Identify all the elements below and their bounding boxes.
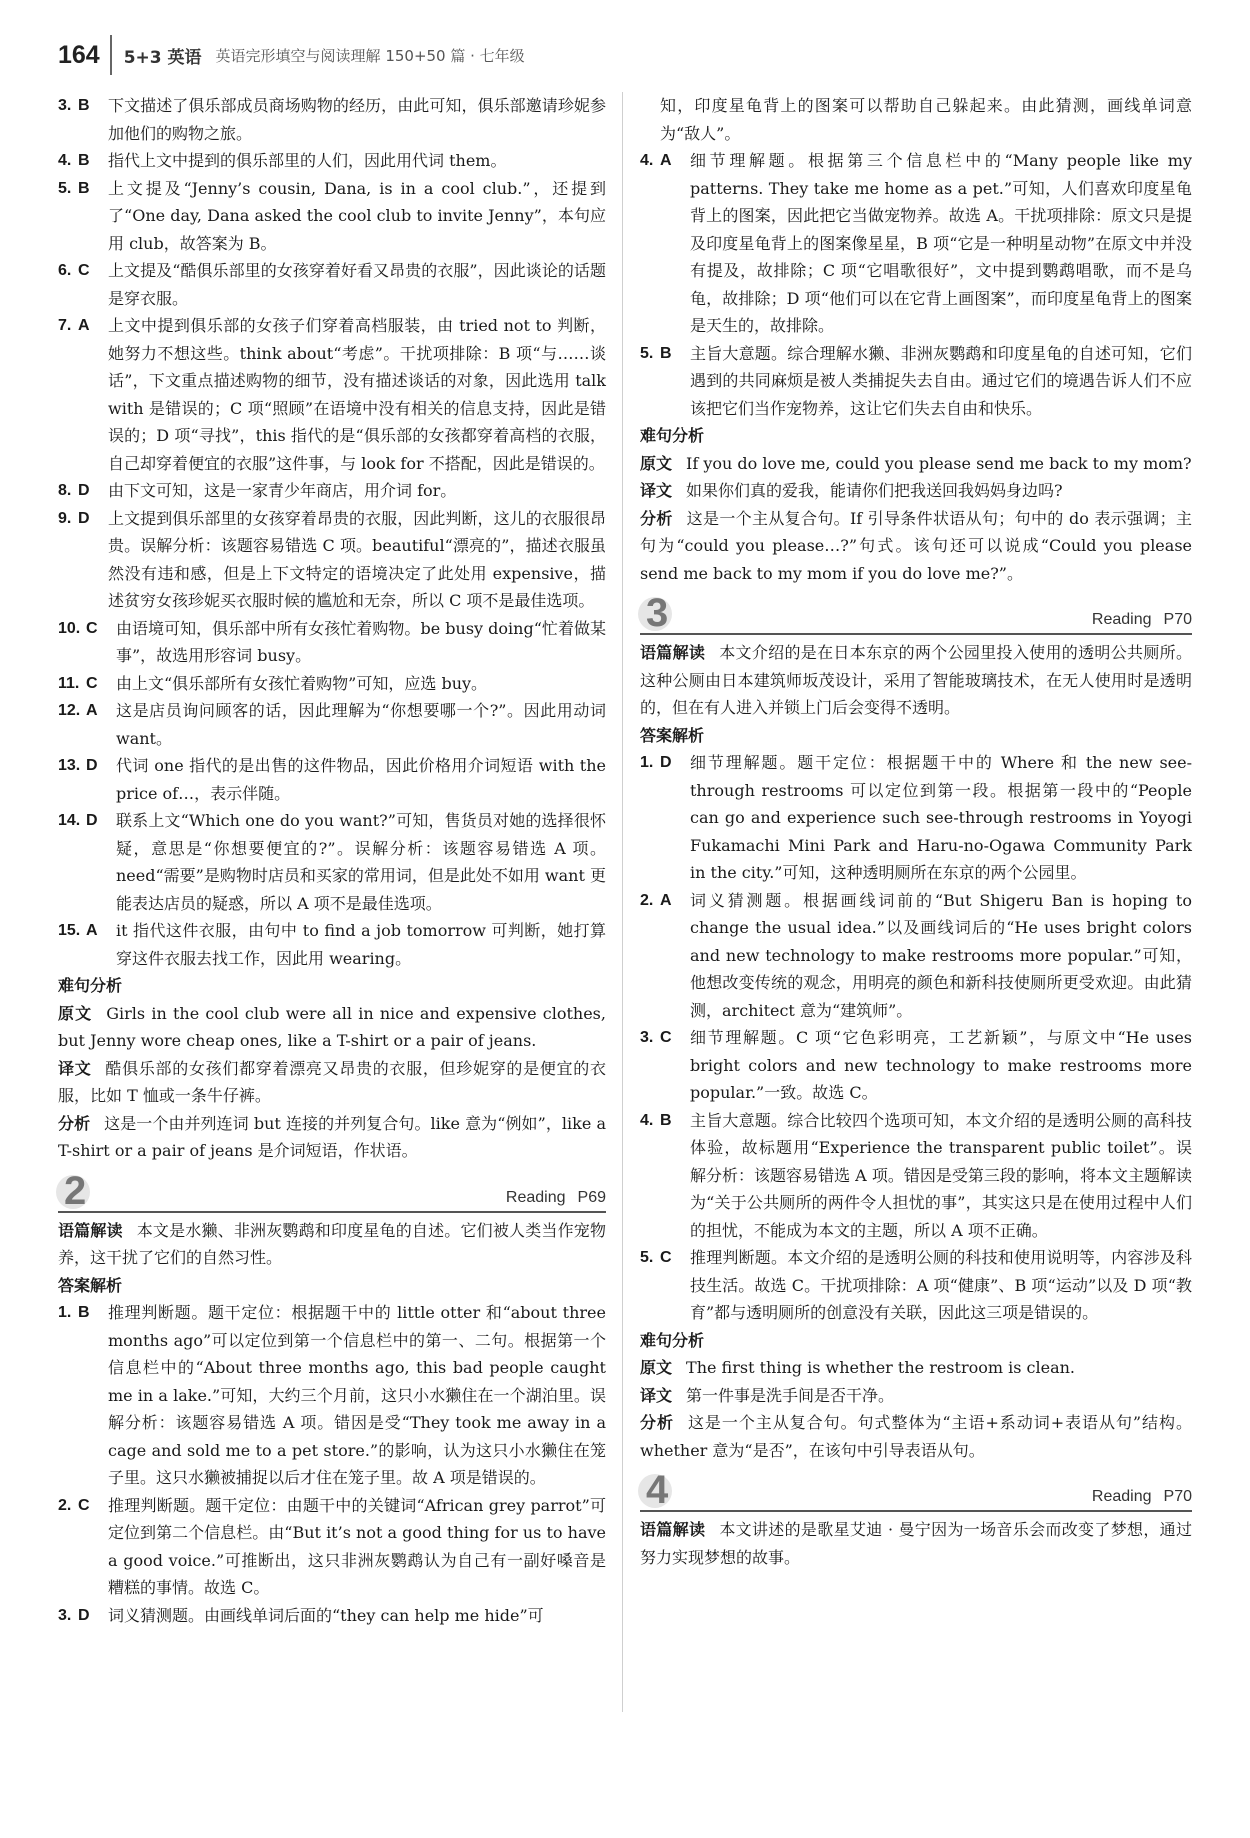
answer-explanation: 代词 one 指代的是出售的这件物品，因此价格用介词短语 with the price of…，表示伴随。	[116, 756, 606, 803]
answer-explanation: 推理判断题。题干定位：由题干中的关键词“African grey parrot”可定位到第二个信息栏。由“But it’s not a good thing for us to have a good voice.”可推断出，这只非洲灰鹦鹉认为自己有一副好嗓音是糟糕的事情。故选 C。	[108, 1495, 606, 1597]
answer-list	[58, 1299, 606, 1629]
answer-item	[640, 749, 1192, 887]
analysis-text: 这是一个主从复合句。If 引导条件状语从句；句中的 do 表示强调；主句为“could you please…?”句式。该句还可以说成“Could you please send me back to my mom if you do love me?”。	[640, 508, 1192, 583]
answer-item	[58, 1602, 606, 1630]
answer-letter: A	[86, 922, 98, 939]
answer-explanation: 上文中提到俱乐部的女孩子们穿着高档服装，由 tried not to 判断，她努力不想这些。think about“考虑”。干扰项排除：B 项“与……谈话”，下文重点描述购物的细节，没有描述谈话的对象，因此选用 talk with 是错误的；C 项“照顾”在语境中没有相关的信息支持，因此是错误的；D 项“寻找”，this 指代的是“俱乐部的女孩都穿着高档的衣服，自己却穿着便宜的衣服”这件事，与 look for 不搭配，因此是错误的。	[108, 316, 606, 473]
original-text: If you do love me, could you please send me back to my mom?	[686, 453, 1192, 473]
answer-number: 10.	[58, 619, 81, 637]
answer-explanation: 由语境可知，俱乐部中所有女孩忙着购物。be busy doing“忙着做某事”，故选用形容词 busy。	[116, 618, 606, 665]
answer-number: 2.	[58, 1496, 72, 1514]
answer-number: 12.	[58, 702, 81, 719]
translation-label: 译文	[640, 481, 673, 500]
answer-letter: D	[660, 754, 672, 771]
answer-item	[640, 1024, 1192, 1107]
answer-item	[640, 1107, 1192, 1245]
answer-explanation: 联系上文“Which one do you want?”可知，售货员对她的选择很怀疑，意思是“你想要便宜的?”。误解分析：该题容易错选 A 项。need“需要”是购物时店员和买家的常用词，但是此处不如用 want 更能表达店员的疑惑，所以 A 项不是最佳选项。	[116, 811, 606, 913]
translation-text: 第一件事是洗手间是否干净。	[686, 1385, 895, 1405]
original-sentence	[58, 1000, 606, 1055]
answer-letter: B	[78, 179, 90, 197]
answer-number: 4.	[58, 152, 72, 169]
answer-list	[640, 749, 1192, 1327]
answer-letter: C	[78, 1496, 90, 1514]
answer-letter: C	[86, 619, 98, 637]
continued-text: 知，印度星龟背上的图案可以帮助自己躲起来。由此猜测，画线单词意为“敌人”。	[660, 96, 1192, 143]
answer-number: 3.	[58, 1606, 72, 1624]
reading-label: Reading	[1091, 1488, 1152, 1505]
page-number: 164	[58, 40, 100, 69]
answer-explanation: 由上文“俱乐部所有女孩忙着购物”可知，应选 buy。	[116, 673, 488, 693]
section-number: 4	[640, 1470, 668, 1510]
original-label: 原文	[640, 1358, 673, 1377]
answer-explanation: 下文描述了俱乐部成员商场购物的经历，由此可知，俱乐部邀请珍妮参加他们的购物之旅。	[108, 96, 606, 143]
answer-letter: C	[660, 1029, 672, 1046]
brand-logo: 5+3 英语	[123, 47, 202, 68]
answer-letter: C	[86, 674, 98, 692]
answer-item	[640, 147, 1192, 340]
answer-letter: B	[660, 1111, 672, 1129]
answer-item	[58, 1492, 606, 1602]
answer-number: 4.	[640, 1111, 654, 1129]
reading-label: Reading	[505, 1188, 566, 1206]
translation-label: 译文	[640, 1385, 673, 1405]
answer-explanation: 上文提到俱乐部里的女孩穿着昂贵的衣服，因此判断，这儿的衣服很昂贵。误解分析：该题容易错选 C 项。beautiful“漂亮的”，描述衣服虽然没有违和感，但是上下文特定的语境决定了此处用 expensive，描述贫穷女孩珍妮买衣服时候的尴尬和无奈，所以 C 项不是最佳选项。	[108, 508, 606, 610]
translation-text: 如果你们真的爱我，能请你们把我送回我妈妈身边吗?	[686, 481, 1063, 500]
answer-item	[58, 312, 606, 477]
column-divider	[622, 92, 623, 1712]
answer-number: 14.	[58, 812, 81, 829]
answer-number: 5.	[58, 179, 72, 197]
answer-explanation: 词义猜测题。由画线单词后面的“they can help me hide”可	[108, 1605, 544, 1625]
answer-explanation: 细节理解题。题干定位：根据题干中的 Where 和 the new see-through restrooms 可以定位到第一段。根据第一段中的“People can go and experience such see-through restrooms in Yoyogi Fukamachi Mini Park and Haru-no-Ogawa Community Park in the city.”可知，这种透明厕所在东京的两个公园里。	[690, 753, 1192, 882]
answer-letter: D	[78, 482, 90, 499]
section-reference	[1080, 1488, 1192, 1510]
section-reference	[494, 1189, 606, 1211]
answer-explanation: 上文提及“酷俱乐部里的女孩穿着好看又昂贵的衣服”，因此谈论的话题是穿衣服。	[108, 261, 606, 308]
answer-letter: C	[78, 262, 90, 279]
answer-letter: B	[78, 97, 90, 114]
answer-number: 1.	[640, 754, 654, 771]
difficult-sentence-heading: 难句分析	[58, 976, 123, 995]
analysis	[640, 505, 1192, 588]
answer-number: 7.	[58, 317, 72, 334]
answer-item	[58, 697, 606, 752]
answer-explanation: 指代上文中提到的俱乐部里的人们，因此用代词 them。	[108, 151, 507, 170]
section-reference	[1080, 611, 1192, 633]
original-sentence	[640, 1354, 1192, 1382]
answer-explanation: 由下文可知，这是一家青少年商店，用介词 for。	[108, 481, 457, 500]
translation	[58, 1055, 606, 1110]
section-header-2	[58, 1168, 606, 1213]
answer-item	[58, 670, 606, 698]
section-number: 3	[640, 593, 668, 633]
answer-number: 15.	[58, 922, 81, 939]
section-number: 2	[58, 1171, 86, 1211]
analysis-text: 这是一个由并列连词 but 连接的并列复合句。like 意为“例如”，like a T-shirt or a pair of jeans 是介词短语，作状语。	[58, 1113, 606, 1160]
analysis-label: 分析	[58, 1113, 91, 1133]
answer-item	[58, 752, 606, 807]
page-ref: P70	[1163, 611, 1192, 628]
analysis	[640, 1409, 1192, 1464]
answer-explanation: 推理判断题。题干定位：根据题干中的 little otter 和“about three months ago”可以定位到第一个信息栏中的第一、二句。根据第一个信息栏中的“About three months ago, this bad people caught me in a lake.”可知，大约三个月前，这只小水獭住在一个湖泊里。误解分析：该题容易错选 A 项。错因是受“They took me away in a cage and sold me to a pet store.”的影响，认为这只小水獭住在笼子里。这只水獭被捕捉以后才住在笼子里。故 A 项是错误的。	[108, 1303, 606, 1487]
page-header	[58, 30, 1198, 80]
answer-letter: D	[86, 757, 98, 774]
answer-number: 1.	[58, 1304, 72, 1321]
original-text: The first thing is whether the restroom is clean.	[686, 1358, 1076, 1377]
answer-letter: D	[78, 1606, 90, 1624]
original-label: 原文	[58, 1003, 93, 1023]
answer-number: 3.	[58, 97, 72, 114]
translation	[640, 477, 1192, 505]
translation	[640, 1382, 1192, 1410]
answer-number: 2.	[640, 891, 654, 909]
answer-explanation: it 指代这件衣服，由句中 to find a job tomorrow 可判断，她打算穿这件衣服去找工作，因此用 wearing。	[116, 921, 606, 968]
answer-letter: B	[660, 344, 672, 362]
left-column	[58, 92, 606, 1629]
intro-text: 本文讲述的是歌星艾迪 · 曼宁因为一场音乐会而改变了梦想，通过努力实现梦想的故事。	[640, 1520, 1192, 1567]
intro-text: 本文介绍的是在日本东京的两个公园里投入使用的透明公共厕所。这种公厕由日本建筑师坂茂设计，采用了智能玻璃技术，在无人使用时是透明的，但在有人进入并锁上门后会变得不透明。	[640, 643, 1192, 717]
answer-explanation: 细节理解题。C 项“它色彩明亮，工艺新颖”，与原文中“He uses bright colors and new technology to make restrooms more popular.”一致。故选 C。	[690, 1028, 1192, 1102]
answer-number: 6.	[58, 262, 72, 279]
original-text: Girls in the cool club were all in nice and expensive clothes, but Jenny wore cheap ones, like a T-shirt or a pair of jeans.	[58, 1003, 606, 1050]
answer-explanation: 推理判断题。本文介绍的是透明公厕的科技和使用说明等，内容涉及科技生活。故选 C。干扰项排除：A 项“健康”、B 项“运动”以及 D 项“教育”都与透明厕所的创意没有关联，因此这三项是错误的。	[690, 1248, 1192, 1322]
answer-item	[640, 887, 1192, 1025]
original-sentence	[640, 450, 1192, 478]
intro-text: 本文是水獭、非洲灰鹦鹉和印度星龟的自述。它们被人类当作宠物养，这干扰了它们的自然习性。	[58, 1220, 606, 1267]
answer-item	[640, 340, 1192, 423]
translation-label: 译文	[58, 1058, 92, 1078]
analysis	[58, 1110, 606, 1165]
answer-item	[58, 615, 606, 670]
answer-item	[58, 1299, 606, 1492]
answer-number: 11.	[58, 674, 80, 692]
book-title: 英语完形填空与阅读理解 150+50 篇 · 七年级	[215, 46, 525, 65]
answer-number: 5.	[640, 344, 654, 362]
answer-explanation: 这是店员询问顾客的话，因此理解为“你想要哪一个?”。因此用动词 want。	[116, 701, 606, 748]
intro-label: 语篇解读	[640, 1520, 706, 1539]
section-header-3	[640, 591, 1192, 635]
page-ref: P70	[1163, 1488, 1192, 1505]
difficult-sentence-heading: 难句分析	[640, 1330, 705, 1350]
intro-label: 语篇解读	[58, 1220, 123, 1240]
answer-number: 8.	[58, 482, 72, 499]
answer-number: 5.	[640, 1249, 654, 1266]
answer-letter: B	[78, 1304, 90, 1321]
intro-label: 语篇解读	[640, 643, 706, 662]
answer-letter: B	[78, 152, 90, 169]
analysis-label: 分析	[640, 508, 673, 528]
answer-item	[58, 92, 606, 147]
answer-number: 13.	[58, 757, 81, 774]
reading-label: Reading	[1091, 611, 1152, 628]
answer-number: 9.	[58, 509, 72, 527]
answer-item	[58, 505, 606, 615]
answer-number: 4.	[640, 152, 654, 169]
header-divider	[110, 35, 112, 75]
page-ref: P69	[577, 1188, 606, 1206]
answer-item	[58, 807, 606, 917]
answer-letter: C	[660, 1249, 672, 1266]
answer-letter: D	[78, 509, 90, 527]
answer-letter: D	[86, 812, 98, 829]
answer-explanation: 上文提及“Jenny’s cousin, Dana, is in a cool club.”，还提到了“One day, Dana asked the cool club to invite Jenny”，本句应用 club，故答案为 B。	[108, 178, 606, 253]
analysis-label: 分析	[640, 1413, 674, 1432]
answer-letter: A	[660, 152, 672, 169]
passage-intro	[640, 639, 1192, 722]
answers-heading: 答案解析	[58, 1275, 123, 1295]
answer-explanation: 主旨大意题。综合比较四个选项可知，本文介绍的是透明公厕的高科技体验，故标题用“Experience the transparent public toilet”。误解分析：该题容易错选 A 项。错因是受第三段的影响，将本文主题解读为“关于公共厕所的两件令人担忧的事”，其实这只是在使用过程中人们的担忧，不能成为本文的主题，所以 A 项不正确。	[690, 1110, 1192, 1240]
answer-list	[58, 92, 606, 972]
answer-explanation: 细节理解题。根据第三个信息栏中的“Many people like my patterns. They take me home as a pet.”可知，人们喜欢印度星龟背上的图案，因此把它当做宠物养。故选 A。干扰项排除：原文只是提及印度星龟背上的图案像星星，B 项“它是一种明星动物”在原文中并没有提及，故排除；C 项“它唱歌很好”，文中提到鹦鹉唱歌，而不是乌龟，故排除；D 项“他们可以在它背上画图案”，而印度星龟背上的图案是天生的，故排除。	[690, 151, 1192, 335]
difficult-sentence-heading: 难句分析	[640, 426, 705, 445]
translation-text: 酷俱乐部的女孩们都穿着漂亮又昂贵的衣服，但珍妮穿的是便宜的衣服，比如 T 恤或一条牛仔裤。	[58, 1058, 606, 1105]
passage-intro	[640, 1516, 1192, 1571]
right-column	[640, 92, 1192, 1571]
answer-list	[640, 147, 1192, 422]
answer-number: 3.	[640, 1029, 654, 1046]
answer-letter: A	[86, 702, 98, 719]
answer-explanation: 词义猜测题。根据画线词前的“But Shigeru Ban is hoping to change the usual idea.”以及画线词后的“He uses bright colors and new technology to make restrooms more popular.”可知，他想改变传统的观念，用明亮的颜色和新科技使厕所更受欢迎。由此猜测，architect 意为“建筑师”。	[690, 890, 1192, 1020]
analysis-text: 这是一个主从复合句。句式整体为“主语+系动词+表语从句”结构。whether 意为“是否”，在该句中引导表语从句。	[640, 1413, 1192, 1460]
passage-intro	[58, 1217, 606, 1272]
section-header-4	[640, 1468, 1192, 1512]
answer-item	[58, 917, 606, 972]
answer-item	[58, 477, 606, 505]
answer-item	[58, 175, 606, 258]
answer-explanation: 主旨大意题。综合理解水獭、非洲灰鹦鹉和印度星龟的自述可知，它们遇到的共同麻烦是被人类捕捉失去自由。通过它们的境遇告诉人们不应该把它们当作宠物养，这让它们失去自由和快乐。	[690, 343, 1192, 418]
answers-heading: 答案解析	[640, 725, 705, 745]
answer-item	[58, 257, 606, 312]
original-label: 原文	[640, 453, 673, 473]
answer-item	[640, 1244, 1192, 1327]
answer-item	[58, 147, 606, 175]
answer-letter: A	[78, 317, 90, 334]
answer-letter: A	[660, 891, 672, 909]
